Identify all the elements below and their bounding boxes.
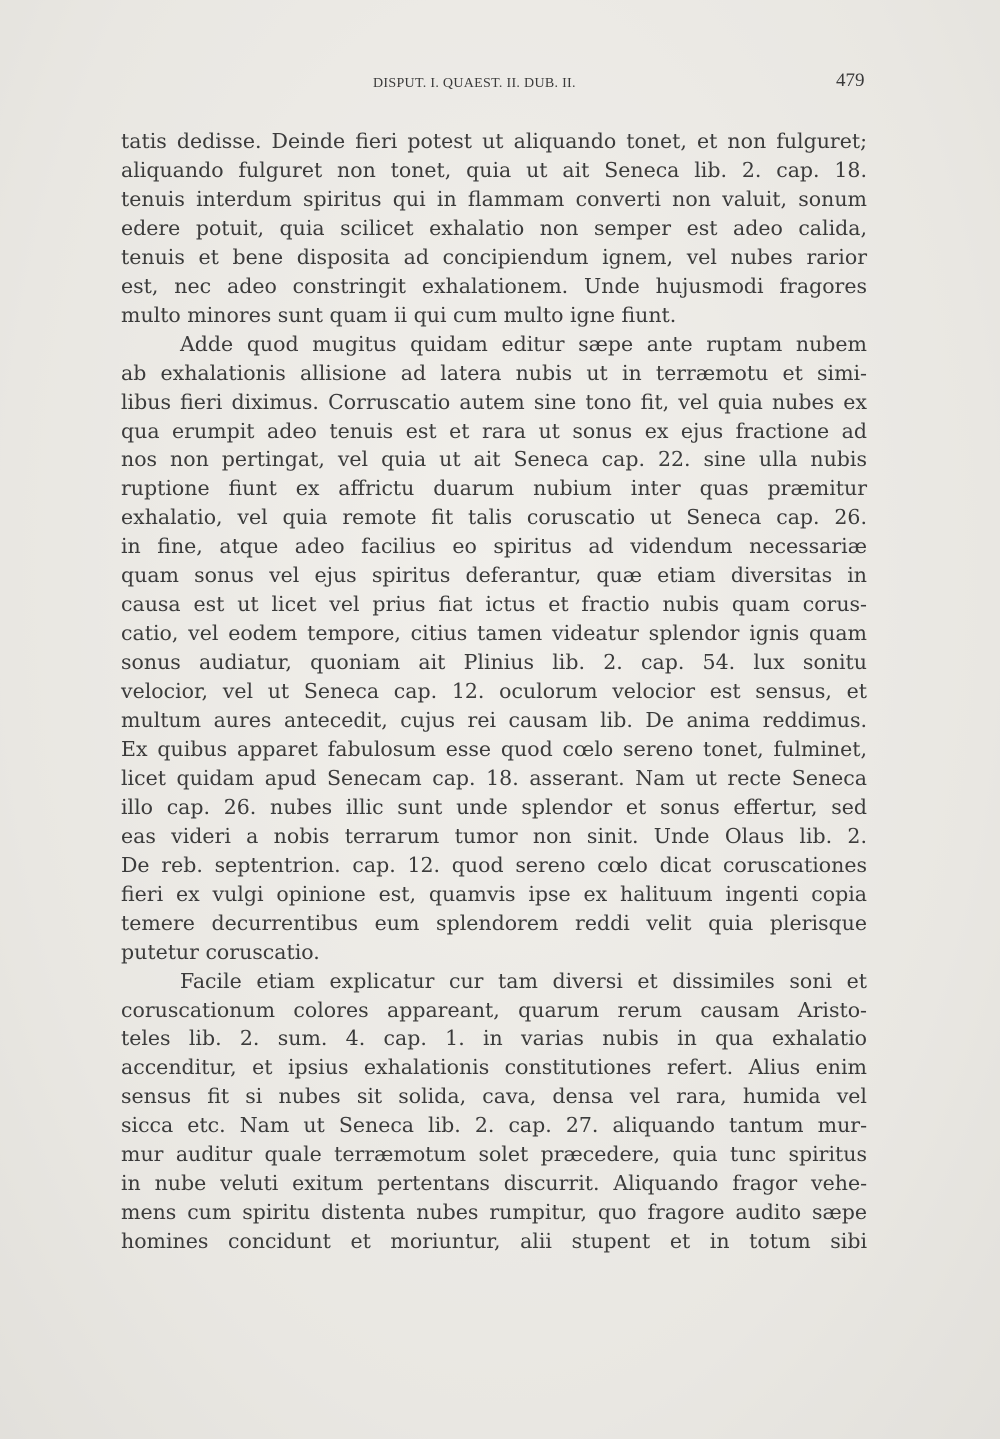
text-line: accenditur, et ipsius exhalationis constitutiones refert. Alius enim	[121, 1055, 867, 1079]
text-line: homines concidunt et moriuntur, alii stupent et in totum sibi	[121, 1229, 867, 1253]
text-line: licet quidam apud Senecam cap. 18. asserant. Nam ut recte Seneca	[121, 766, 867, 790]
text-line: catio, vel eodem tempore, citius tamen videatur splendor ignis quam	[121, 621, 867, 645]
text-line: sensus fit si nubes sit solida, cava, densa vel rara, humida vel	[121, 1084, 867, 1108]
text-line: illo cap. 26. nubes illic sunt unde splendor et sonus effertur, sed	[121, 795, 867, 819]
text-line: putetur coruscatio.	[121, 940, 320, 964]
text-line: tenuis interdum spiritus qui in flammam converti non valuit, sonum	[121, 187, 867, 211]
text-line: causa est ut licet vel prius fiat ictus et fractio nubis quam corus-	[121, 592, 867, 616]
text-line: tenuis et bene disposita ad concipiendum ignem, vel nubes rarior	[121, 245, 867, 269]
text-line: mens cum spiritu distenta nubes rumpitur, quo fragore audito sæpe	[121, 1200, 867, 1224]
text-line: aliquando fulguret non tonet, quia ut ait Seneca lib. 2. cap. 18.	[121, 158, 867, 182]
text-line: quam sonus vel ejus spiritus deferantur, quæ etiam diversitas in	[121, 563, 867, 587]
text-line: in nube veluti exitum pertentans discurrit. Aliquando fragor vehe-	[121, 1171, 867, 1195]
text-line: est, nec adeo constringit exhalationem. Unde hujusmodi fragores	[121, 274, 867, 298]
text-line: De reb. septentrion. cap. 12. quod sereno cœlo dicat coruscationes	[121, 853, 867, 877]
text-line: velocior, vel ut Seneca cap. 12. oculorum velocior est sensus, et	[121, 679, 867, 703]
text-line: temere decurrentibus eum splendorem reddi velit quia plerisque	[121, 911, 867, 935]
text-line: libus fieri diximus. Corruscatio autem sine tono fit, vel quia nubes ex	[121, 390, 867, 414]
text-line: multo minores sunt quam ii qui cum multo igne fiunt.	[121, 303, 677, 327]
text-line: edere potuit, quia scilicet exhalatio non semper est adeo calida,	[121, 216, 867, 240]
text-line: in fine, atque adeo facilius eo spiritus ad videndum necessariæ	[121, 534, 867, 558]
text-line: qua erumpit adeo tenuis est et rara ut sonus ex ejus fractione ad	[121, 419, 867, 443]
text-line: nos non pertingat, vel quia ut ait Seneca cap. 22. sine ulla nubis	[121, 447, 867, 471]
text-line: sonus audiatur, quoniam ait Plinius lib. 2. cap. 54. lux sonitu	[121, 650, 867, 674]
text-line: eas videri a nobis terrarum tumor non sinit. Unde Olaus lib. 2.	[121, 824, 867, 848]
text-line: teles lib. 2. sum. 4. cap. 1. in varias nubis in qua exhalatio	[121, 1026, 867, 1050]
text-line: fieri ex vulgi opinione est, quamvis ipse ex halituum ingenti copia	[121, 882, 867, 906]
text-line: Adde quod mugitus quidam editur sæpe ante ruptam nubem	[180, 332, 867, 356]
text-line: multum aures antecedit, cujus rei causam lib. De anima reddimus.	[121, 708, 867, 732]
text-line: ab exhalationis allisione ad latera nubis ut in terræmotu et simi-	[121, 361, 867, 385]
text-line: coruscationum colores appareant, quarum rerum causam Aristo-	[121, 998, 867, 1022]
page-number: 479	[836, 70, 865, 91]
text-line: exhalatio, vel quia remote fit talis coruscatio ut Seneca cap. 26.	[121, 505, 867, 529]
text-line: Facile etiam explicatur cur tam diversi et dissimiles soni et	[180, 969, 867, 993]
running-head: DISPUT. I. QUAEST. II. DUB. II.	[373, 76, 576, 91]
text-line: sicca etc. Nam ut Seneca lib. 2. cap. 27. aliquando tantum mur-	[121, 1113, 867, 1137]
text-line: mur auditur quale terræmotum solet præcedere, quia tunc spiritus	[121, 1142, 867, 1166]
text-line: ruptione fiunt ex affrictu duarum nubium inter quas præmitur	[121, 476, 867, 500]
text-line: tatis dedisse. Deinde fieri potest ut aliquando tonet, et non fulguret;	[121, 129, 867, 153]
text-line: Ex quibus apparet fabulosum esse quod cœlo sereno tonet, fulminet,	[121, 737, 867, 761]
